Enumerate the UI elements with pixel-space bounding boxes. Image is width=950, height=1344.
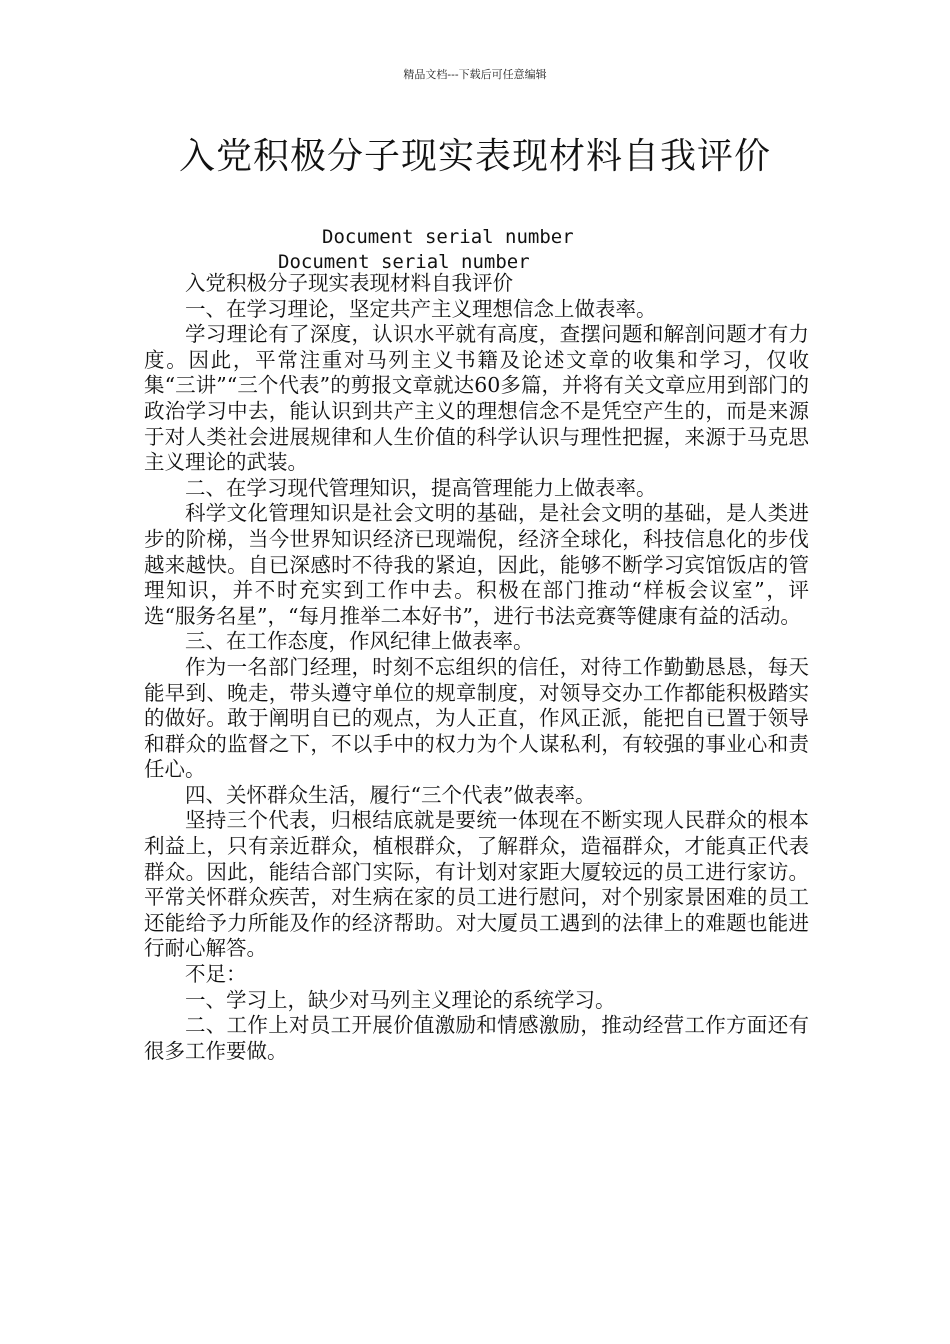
body-paragraph: 坚持三个代表，归根结底就是要统一体现在不断实现人民群众的根本利益上，只有亲近群众，植根群众，了解群众，造福群众，才能真正代表群众。因此，能结合部门实际，有计划对家距大厦较远的员工进行家访。平常关怀群众疾苦，对生病在家的员工进行慰问，对个别家景困难的员工还能给予力所能及作的经济帮助。对大厦员工遇到的法律上的难题也能进行耐心解答。 [144, 808, 809, 961]
section-heading: 三、在工作态度，作风纪律上做表率。 [185, 629, 534, 654]
body-paragraph: 作为一名部门经理，时刻不忘组织的信任，对待工作勤勤恳恳，每天能早到、晚走，带头遵守单位的规章制度，对领导交办工作都能积极踏实的做好。敢于阐明自已的观点，为人正直，作风正派，能把自已置于领导和群众的监督之下，不以手中的权力为个人谋私利，有较强的事业心和责任心。 [144, 654, 809, 782]
serial-number-line: Document serial number [322, 226, 574, 248]
shortcoming-item: 一、学习上，缺少对马列主义理论的系统学习。 [185, 987, 616, 1012]
document-body [144, 271, 809, 1064]
section-heading: 四、关怀群众生活，履行“三个代表”做表率。 [185, 782, 596, 807]
section-heading: 一、在学习理论，坚定共产主义理想信念上做表率。 [185, 296, 657, 321]
body-paragraph: 科学文化管理知识是社会文明的基础，是社会文明的基础，是人类进步的阶梯，当今世界知识经济已现端倪，经济全球化，科技信息化的步伐越来越快。自已深感时不待我的紧迫，因此，能够不断学习宾馆饭店的管理知识，并不时充实到工作中去。积极在部门推动“样板会议室”，评选“服务名星”，“每月推举二本好书”，进行书法竞赛等健康有益的活动。 [144, 501, 809, 628]
body-paragraph: 学习理论有了深度，认识水平就有高度，查摆问题和解剖问题才有力度。因此，平常注重对马列主义书籍及论述文章的收集和学习，仅收集“三讲”“三个代表”的剪报文章就达60多篇，并将有关文章应用到部门的政治学习中去，能认识到共产主义的理想信念不是凭空产生的，而是来源于对人类社会进展规律和人生价值的科学认识与理性把握，来源于马克思主义理论的武装。 [144, 322, 809, 475]
body-subtitle: 入党积极分子现实表现材料自我评价 [185, 271, 513, 295]
shortcomings-heading: 不足： [185, 962, 247, 987]
section-heading: 二、在学习现代管理知识，提高管理能力上做表率。 [185, 475, 657, 500]
document-title: 入党积极分子现实表现材料自我评价 [178, 136, 771, 177]
header-note: 精品文档---下载后可任意编辑 [403, 68, 547, 81]
shortcoming-item: 二、工作上对员工开展价值激励和情感激励，推动经营工作方面还有很多工作要做。 [144, 1013, 809, 1063]
serial-number-line: Document serial number [278, 251, 530, 273]
